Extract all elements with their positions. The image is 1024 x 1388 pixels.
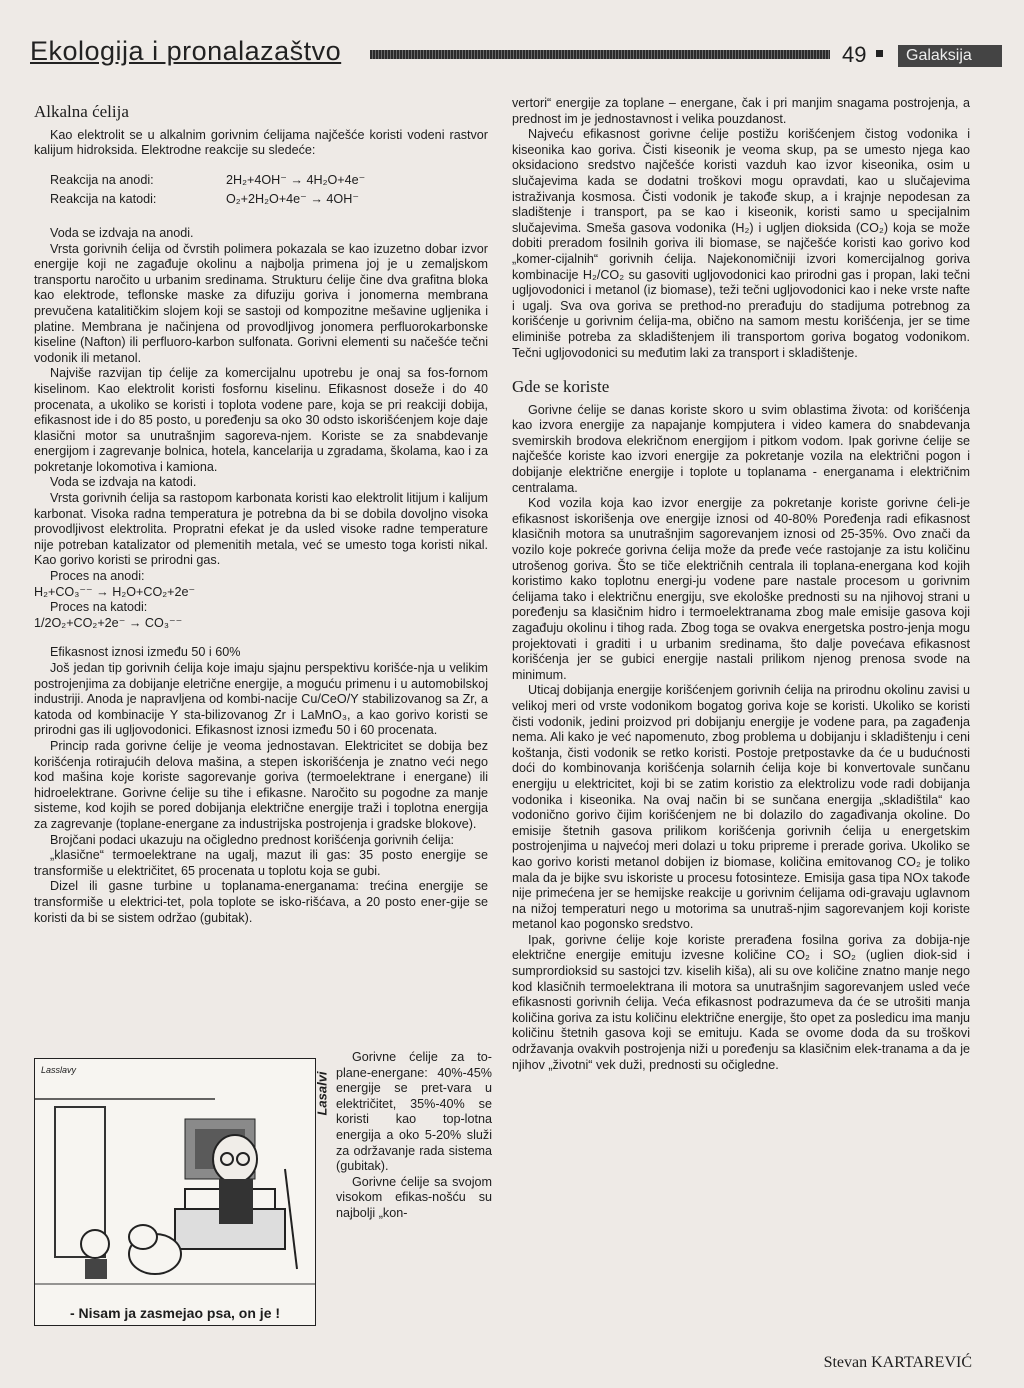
- process-anode-label: Proces na anodi:: [50, 569, 145, 584]
- left-paragraph: Gorivne ćelije za to-plane-energane: 40%-45% energije se pret-vara u električitet, 35%-40% se koristi kao top-lotna energija a oko 5-20% služi za održavanje rada sistema (gubitak).: [336, 1050, 492, 1174]
- reaction-cathode-row: [50, 192, 488, 208]
- right-subheading: Gde se koriste: [512, 377, 610, 397]
- section-title: Ekologija i pronalazaštvo: [30, 36, 342, 66]
- left-intro: Kao elektrolit se u alkalnim gorivnim ćelijama najčešće koristi vodeni rastvor kalijum hidroksida. Elektrodne reakcije su sledeće:: [34, 127, 488, 158]
- page-header: [30, 36, 974, 72]
- right-paragraph: Najveću efikasnost gorivne ćelije postižu korišćenjem čistog vodonika i kiseonika kao goriva. Čisti kiseonik je veoma skup, pa se umesto njega kao oksidaciono sredstvo najčešće koristi vazduh kao izvor kiseonika, osim u slučajevima kada se dodatni troškovi mogu opravdati, kao u slučajevima istraživanja kosmosa. Čisti vodonik je takođe skup, a i krajnje nepodesan za sladištenje i transport, pa se kao i kiseonik, koristi samo u specijalnim slučajevima. Smeša gasova vodonika (H₂) i ugljen dioksida (CO₂) koja se može dobiti preradom fosilnih goriva ili biomase, se najčešće koristi kao gorivo kod „komer-cijalnih“ gorivnih ćelija. Najekonomičniji izvori komercijalnog goriva kombinacije H₂/CO₂ su gasoviti ugljovodonici kao prirodni gas i propan, laki tečni ugljovodonici i metanol (iz biomase), teži tečni ugljovodonici kao i neke vrste nafte i ugalj. Sva ova goriva se prethod-no prerađuju do stadijuma potrebnog za korišćenje u gorivnim ćelija-ma, obično na samom mestu korišćenja, jer se time eliminiše potreba za skladištenjem ili transportom goriva bogatog vodonikom. Tečni ugljovodonici su međutim laki za transport i skladištenje.: [512, 127, 970, 360]
- left-paragraph: Najviše razvijan tip ćelije za komercijalnu upotrebu je onaj sa fos-fornom kiselinom. Kao elektrolit koristi fosfornu kiselinu. Efikasnost doseže i do 40 procenata, a ukoliko se koristi i toplota vodene pare, koja se pri reakciji dobija, efikasnost ide i do 85 posto, u poređenju sa oko 30 odsto iskorišćenjem koje daje klasični motor sa unutrašnjim sagoreva-njem. Koriste se za snabdevanje energijom i zagrevanje bolnica, hotela, kancelarija u zgradama, školama, kao i za pokretanje lokomotiva i kamiona.: [34, 366, 488, 474]
- left-paragraph: Brojčani podaci ukazuju na očigledno prednost korišćenja gorivnih ćelija:: [50, 832, 454, 847]
- right-paragraph: Gorivne ćelije se danas koriste skoro u svim oblastima života: od korišćenja kao izvora energije za napajanje kompjutera i video kamera do snabdevanja svemirskih brodova elekričnom energijom i pitkom vodom. Ipak gorivne ćelije se najčešće koriste kao izvori energije za pokretanje vozila na električni pogon i dobijanje električne energije i toplote u toplanama - energanama i električnim centralama.: [512, 402, 970, 495]
- left-paragraph: Još jedan tip gorivnih ćelija koje imaju sjajnu perspektivu korišće-nja u velikim postrojenjima za dobijanje eletrične energije, a moguću primenu i u automobilskoj industriji. Anoda je napravljena od kombi-nacije Cu/CeO/Y stabilizovanog sa Zr, a katoda od kombinacije Y sta-bilizovanog Zr i LaMnO₃, a kao gorivo koristi se prirodni gas ili ugljovodonici. Efikasnost iznosi između 50 i 60 procenata.: [34, 661, 488, 738]
- reaction-cathode-formula: O₂+2H₂O+4e⁻ → 4OH⁻: [226, 192, 359, 207]
- left-paragraph: Vrsta gorivnih ćelija sa rastopom karbonata koristi kao elektrolit litijum i kalijum karbonat. Visoka radna temperatura je potrebna da bi se dobila dovoljno visoka provodljivost elektrolita. Propratni efekat je da usled visoke radne temperature nije potreban katalizator od plemenitih metala, već se umesto toga koristi nikal. Kao gorivo koristi se prirodni gas.: [34, 491, 488, 568]
- right-paragraph: Ipak, gorivne ćelije koje koriste prerađena fosilna goriva za dobija-nje električne energije emituju izvesne količine CO₂ i SO₂ (uglien diok-sid i sumprordioksid su sastojci tzv. kiselih kiša), ali su ove količine znatno manje nego kod klasičnih termoelektrana ili motora sa unutrašnjim sagorevanjem usled veće efikasnosti gorivnih ćelija. Veća efikasnost podrazumeva da će se utrošiti manja količina goriva za istu količinu električne energije, što opet za posledicu ima manju količinu štetnih gasova koji se emituju. Kada se ovome doda da su troškovi održavanja ovakvih postrojenja niži u poređenju sa klasičnim elek-tranama a da je njihov „životni“ vek duži, prednosti su očigledne.: [512, 932, 970, 1072]
- reaction-cathode-label: Reakcija na katodi:: [50, 192, 157, 207]
- page-number: 49: [842, 42, 867, 67]
- left-narrow-column: [336, 1050, 492, 1222]
- process-cathode-label: Proces na katodi:: [50, 600, 148, 615]
- cartoon-signature: Lasslavy: [41, 1065, 77, 1075]
- cartoon-illustration: [34, 1058, 316, 1326]
- left-subheading: Alkalna ćelija: [34, 102, 129, 121]
- reaction-anode-row: [50, 173, 488, 189]
- right-paragraph: Kod vozila koja kao izvor energije za pokretanje koriste gorivne ćeli-je efikasnost iskorišenja ove energije iznosi od 40-80% Poređenja radi efikasnost klasičnih motora sa unutrašnjim sagorevanjem iznosi od 25-35%. Ovo znači da vozilo koje pokreće gorivna ćelija može da pređe veće rastojanje za istu količinu utrošenog goriva. Što se tiče električnih centrala ili toplana-energana kod kojih koristimo kako toplotnu energi-ju vodene pare nastale procesom u gorivnim ćelijama tako i električnu energiju, sve ekološke prednosti su na njihovoj strani u poređenju sa klasičnim hidro i termoelektranama zbog male emisije gasova koji zagađuju okolinu i tihog rada. Zbog toga se ovakva energetska postro-jenja mogu projektovati i graditi i u urbanim sredinama, što dalje povećava efikasnost korišćenja jer se gubici energije nastali prilikom njenog prenosa svode na minimum.: [512, 496, 970, 682]
- left-paragraph: Gorivne ćelije sa svojom visokom efikas-nošću su najbolji „kon-: [336, 1174, 492, 1220]
- process-anode-formula: H₂+CO₃⁻⁻ → H₂O+CO₂+2e⁻: [34, 584, 196, 599]
- left-paragraph: Voda se izdvaja na katodi.: [50, 475, 197, 490]
- magazine-badge: Galaksija: [898, 45, 1002, 67]
- left-paragraph: Efikasnost iznosi između 50 i 60%: [50, 645, 241, 660]
- right-paragraph: vertori“ energije za toplane – energane, čak i pri manjim snagama postrojenja, a prednost im je jednostavnost i velika pouzdanost.: [512, 96, 970, 126]
- author-name: Stevan KARTAREVIĆ: [823, 1354, 972, 1371]
- right-paragraph: Uticaj dobijanja energije korišćenjem gorivnih ćelija na prirodnu okolinu zavisi u velikoj meri od vrste vodonikom bogatog goriva koje se koristi. Ukoliko se koristi čisti vodonik, jedini proizvod pri dobijanju energije je vodene para, pa zagađenja nema. Ali kako je već napomenuto, zbog problema u dobijanju i skladištenju i ceni koštanja, čisti vodonik se retko koristi. Postoje pretpostavke da će u budućnosti doći do kombinovanja korišćenja solarnih ćelija koje bi konvertovale sunčanu energiju u elektricitet, koji bi se zatim koristio za elektrolizu vode radi dobijanja vodonika i kiseonika. Na ovaj način bi se sunčana energija „skladištila“ kao vodonično gorivo čijim korišćenjem ne bi dolazilo do zagađivanja okoline. Do emisije štetnih gasova prilikom korišćenja gorivnih ćelija u energetskim postrojenjima u najvećoj meri dolazi u toku pripreme i prerade goriva. Ukoliko se kao gorivo koristi metanol dobijen iz biomase, količina emitovanog CO₂ je toliko mala da je bijke svu iskoriste u procesu fotosinteze. Emisija gasa tipa NOx takođe nije primećena jer se hemijske reakcije u gorivnim ćelijama odi-gravaju uglavnom na nižoj temperaturi nego u motorima sa unutraš-njim sagorevanjem koji koriste metanol kao pogonsko sredstvo.: [512, 683, 970, 932]
- right-column: [512, 96, 970, 1073]
- left-paragraph: Princip rada gorivne ćelije je veoma jednostavan. Elektricitet se dobija bez korišćenja rotirajućih delova mašina, a stepen iskorišćenja je znatno veći nego kod mašina koje koriste sagorevanje goriva (termoelektrane i energane) ili hidroelektrane. Gorivne ćelije su tihe i efikasne. Naročito su pogodne za manje sisteme, kod kojih se pored dobijanja električne energije traži i toplotna energija za zagrevanje (toplane-energane za industrijska postrojenja i gradske blokove).: [34, 738, 488, 831]
- cartoon-side-label-text: Lasalvi: [314, 1071, 330, 1116]
- left-paragraph: Voda se izdvaja na anodi.: [50, 225, 194, 240]
- left-paragraph: „klasične“ termoelektrane na ugalj, mazut ili gas: 35 posto energije se transformiše u električitet, 65 procenata u toplotu koja se gubi.: [34, 848, 488, 878]
- left-column: [34, 100, 488, 926]
- left-paragraph: Vrsta gorivnih ćelija od čvrstih polimera pokazala se kao izuzetno dobar izvor energije koji ne zagađuje okolinu a najbolja primena joj je u zemaljskom transportu naročito u urbanim sredinama. Strukturu ćelije čine dva grafitna bloka kao elektrode, teflonske maske za difuziju goriva i jonomerna membrana prevučena katalitičkim slojem koji se sastoji od kompozitne mešavine ugljenika i platine. Membrana je načinjena od provodljivog jonomera perfluorokarbonske kiseline (Nafton) ili perfluoro-karbon sulfonata. Gorivni elementi su načešće tečni vodonik ili metanol.: [34, 241, 488, 365]
- header-rule: [370, 50, 830, 59]
- cartoon-drawing: [35, 1059, 315, 1299]
- reaction-anode-formula: 2H₂+4OH⁻ → 4H₂O+4e⁻: [226, 172, 366, 187]
- process-cathode-formula: 1/2O₂+CO₂+2e⁻ → CO₃⁻⁻: [34, 615, 183, 630]
- left-paragraph: Dizel ili gasne turbine u toplanama-energanama: trećina energije se transformiše u elektrici-tet, pola toplote se isko-rišćava, a 20 posto ener-gije se koristi da bi se sistem održao (gubitak).: [34, 879, 488, 925]
- header-bullet: [876, 50, 883, 57]
- cartoon-caption: - Nisam ja zasmejao psa, on je !: [69, 1305, 281, 1321]
- reaction-anode-label: Reakcija na anodi:: [50, 172, 154, 187]
